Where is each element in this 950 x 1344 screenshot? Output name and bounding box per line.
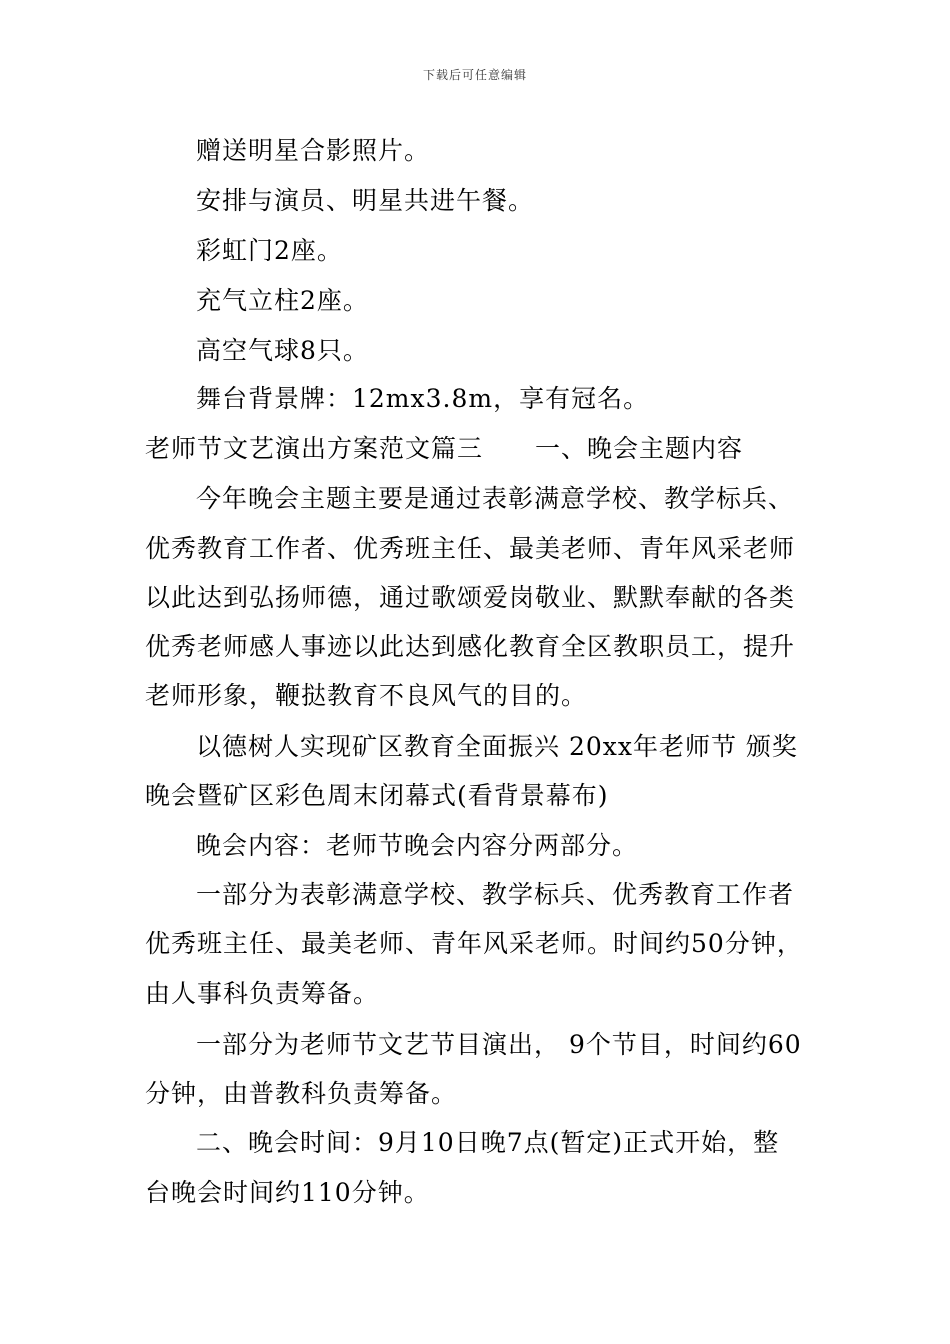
text-line: 以此达到弘扬师德，通过歌颂爱岗敬业、默默奉献的各类 [145, 583, 796, 612]
text-line: 今年晚会主题主要是通过表彰满意学校、教学标兵、 [196, 484, 795, 513]
text-line: 二、晚会时间：9月10日晚7点(暂定)正式开始，整 [196, 1128, 780, 1157]
text-line: 分钟，由普教科负责筹备。 [145, 1079, 458, 1108]
text-line: 高空气球8只。 [196, 336, 369, 365]
text-line: 晚会内容：老师节晚会内容分两部分。 [196, 831, 639, 860]
text-line: 晚会暨矿区彩色周末闭幕式(看背景幕布) [145, 781, 609, 810]
text-line: 彩虹门2座。 [196, 236, 343, 265]
text-line: 由人事科负责筹备。 [145, 979, 380, 1008]
text-line: 老师形象，鞭挞教育不良风气的目的。 [145, 681, 588, 710]
text-line: 台晚会时间约110分钟。 [145, 1178, 430, 1207]
text-line: 一部分为老师节文艺节目演出， 9个节目，时间约60 [196, 1030, 802, 1059]
section-heading: 老师节文艺演出方案范文篇三 一、晚会主题内容 [145, 434, 744, 463]
text-line: 一部分为表彰满意学校、教学标兵、优秀教育工作者 [196, 880, 795, 909]
text-line: 充气立柱2座。 [196, 286, 369, 315]
text-line: 优秀教育工作者、优秀班主任、最美老师、青年风采老师 [145, 534, 796, 563]
text-line: 赠送明星合影照片。 [196, 136, 431, 165]
text-line: 优秀班主任、最美老师、青年风采老师。时间约50分钟， [145, 929, 803, 958]
page-header-note: 下载后可任意编辑 [422, 68, 527, 82]
text-line: 优秀老师感人事迹以此达到感化教育全区教职员工，提升 [145, 632, 796, 661]
text-line: 舞台背景牌：12mx3.8m，享有冠名。 [196, 384, 650, 413]
text-line: 以德树人实现矿区教育全面振兴 20xx年老师节 颁奖 [196, 732, 798, 761]
text-line: 安排与演员、明星共进午餐。 [196, 186, 535, 215]
